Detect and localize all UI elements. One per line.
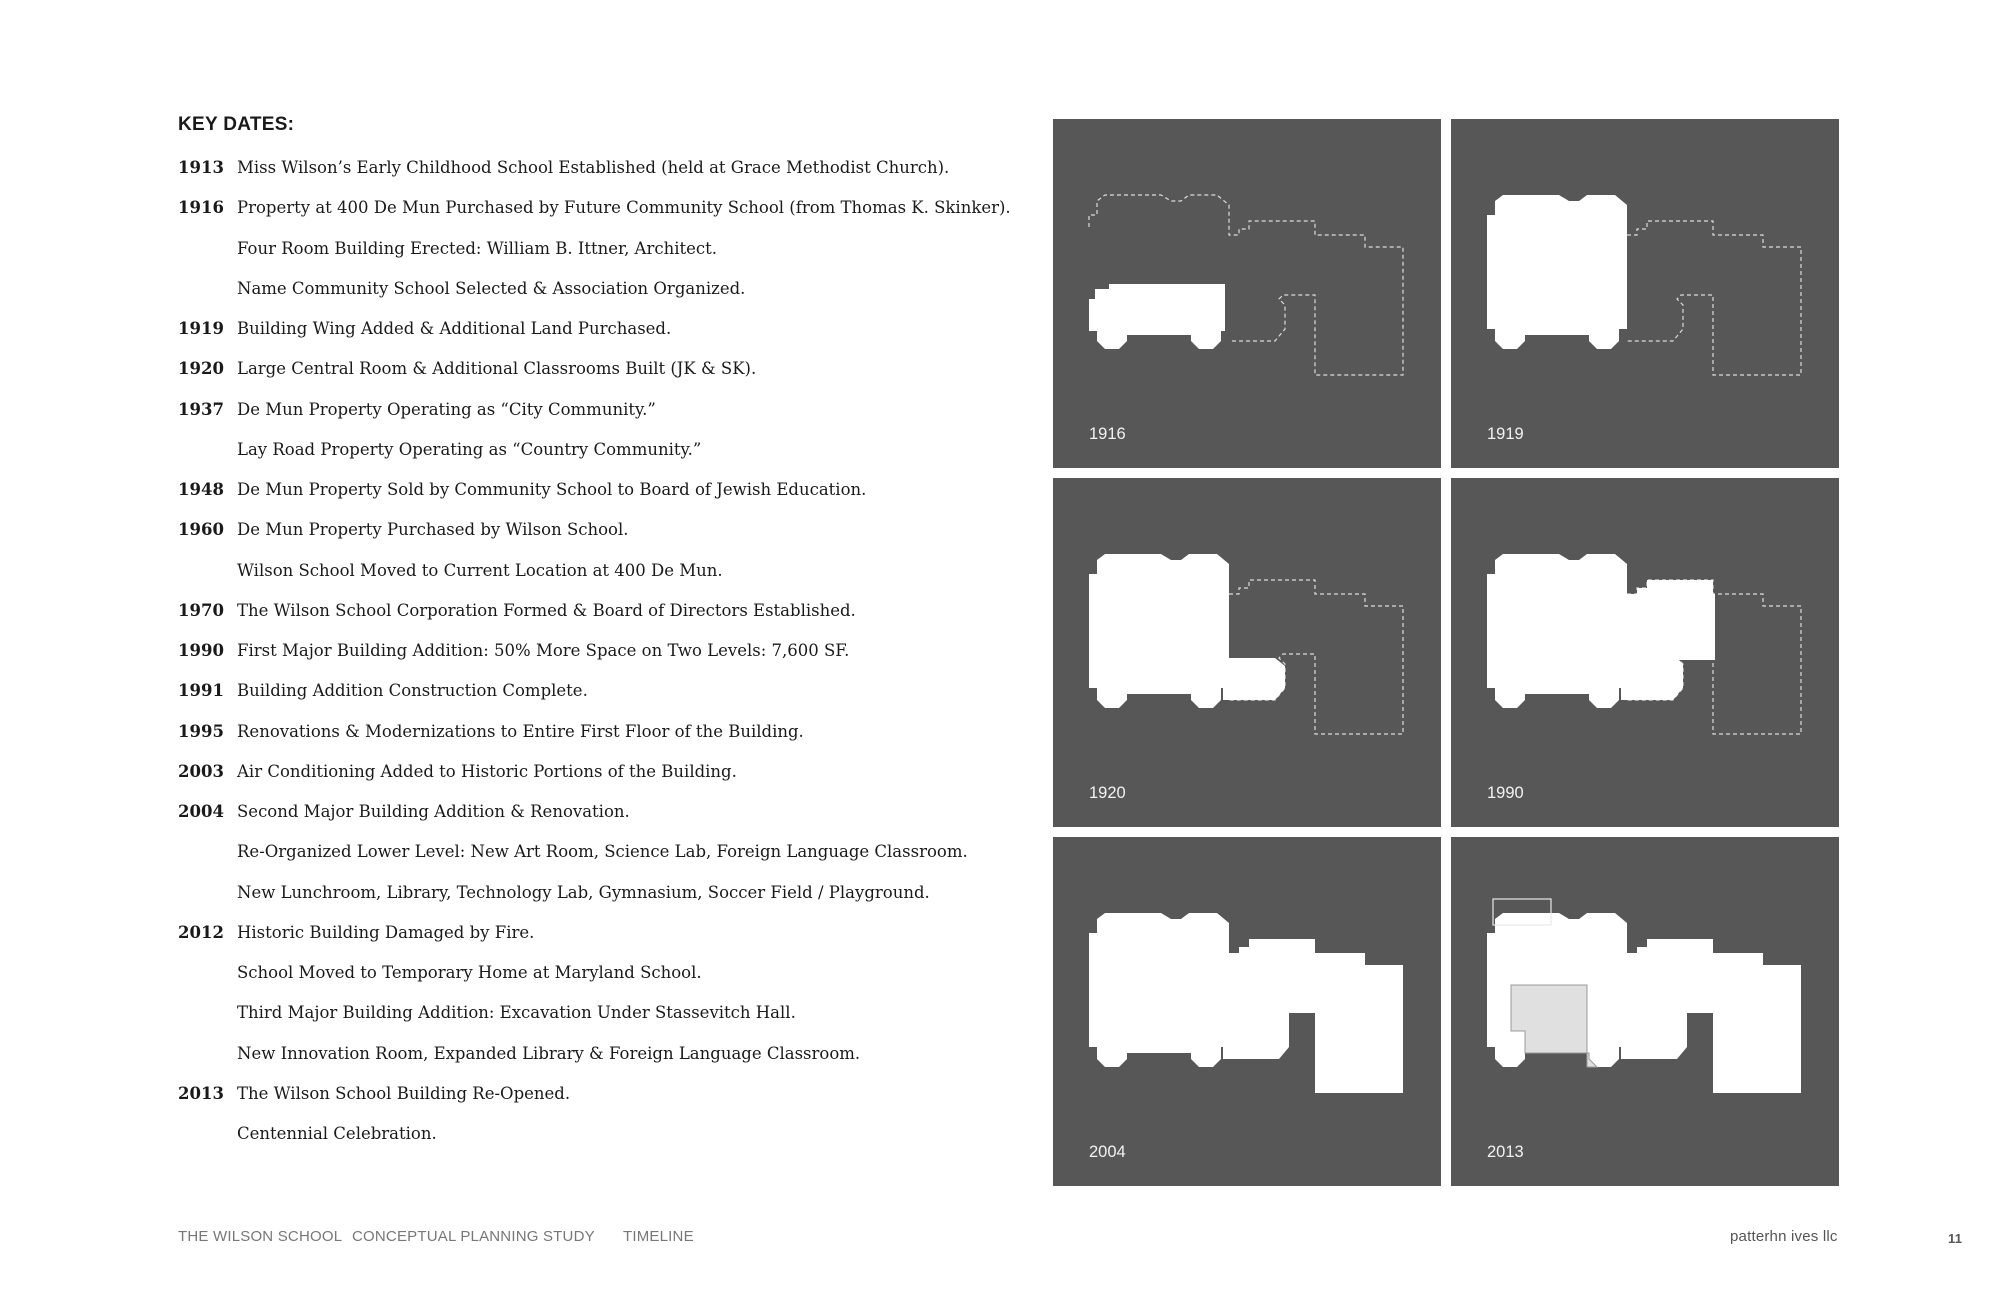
timeline-year: 1948 [178, 480, 224, 499]
timeline-row [178, 353, 1058, 393]
timeline-row [178, 716, 1058, 756]
timeline-text: The Wilson School Corporation Formed & Board of Directors Established. [237, 600, 856, 620]
plan-panel-3 [1053, 478, 1441, 827]
timeline-year: 1937 [178, 399, 224, 419]
timeline-text: Centennial Celebration. [237, 1124, 437, 1143]
building-footprint [1487, 554, 1627, 708]
plan-panel-6 [1451, 837, 1839, 1186]
panel-year-label: 1919 [1487, 425, 1524, 443]
timeline-year: 1990 [178, 641, 224, 660]
panel-year-label: 1990 [1487, 784, 1524, 802]
timeline-text: Property at 400 De Mun Purchased by Future Community School (from Thomas K. Skinker). [237, 198, 1011, 218]
timeline-text: Air Conditioning Added to Historic Portions of the Building. [237, 761, 737, 781]
timeline-row [178, 313, 1058, 353]
timeline-text: First Major Building Addition: 50% More Space on Two Levels: 7,600 SF. [237, 641, 850, 660]
footer-study-title: CONCEPTUAL PLANNING STUDY [352, 1228, 595, 1245]
timeline-row [178, 394, 1058, 434]
timeline-row [178, 1078, 1058, 1118]
plan-diagram-6 [1451, 837, 1839, 1186]
building-footprint [1089, 284, 1225, 349]
building-footprint [1089, 554, 1229, 708]
building-addition [1223, 594, 1285, 700]
timeline-text: Building Wing Added & Additional Land Purchased. [237, 319, 672, 338]
timeline-row [178, 997, 1058, 1037]
timeline-text: School Moved to Temporary Home at Maryland School. [237, 963, 702, 982]
timeline-text: Wilson School Moved to Current Location at 400 De Mun. [237, 560, 723, 580]
timeline-row [178, 675, 1058, 715]
timeline-row [178, 1038, 1058, 1078]
timeline-row [178, 877, 1058, 917]
plan-panel-2 [1451, 119, 1839, 468]
timeline-year: 1991 [178, 681, 224, 701]
timeline-text: Third Major Building Addition: Excavation Under Stassevitch Hall. [237, 1003, 796, 1023]
building-addition [1223, 939, 1403, 1093]
timeline-text: New Innovation Room, Expanded Library & Foreign Language Classroom. [237, 1043, 861, 1063]
plan-diagram-2 [1451, 119, 1839, 468]
future-outline [1627, 221, 1801, 375]
timeline-row [178, 152, 1058, 192]
timeline-year: 1916 [178, 198, 224, 218]
plan-diagram-5 [1053, 837, 1441, 1186]
timeline-text: Historic Building Damaged by Fire. [237, 922, 535, 942]
timeline-text: New Lunchroom, Library, Technology Lab, Gymnasium, Soccer Field / Playground. [237, 882, 930, 902]
timeline-row [178, 555, 1058, 595]
plan-diagram-3 [1053, 478, 1441, 827]
timeline-year: 2012 [178, 922, 224, 942]
timeline-text: Building Addition Construction Complete. [237, 681, 588, 701]
plan-diagram-1 [1053, 119, 1441, 468]
timeline-row [178, 756, 1058, 796]
timeline-year: 1920 [178, 359, 224, 379]
timeline-year: 1970 [178, 600, 224, 620]
timeline-row [178, 836, 1058, 876]
footer-firm: patterhn ives llc [1730, 1228, 1838, 1245]
timeline-year: 1913 [178, 158, 224, 177]
timeline-row [178, 796, 1058, 836]
timeline-row [178, 514, 1058, 554]
timeline-year: 1995 [178, 721, 224, 741]
timeline-row [178, 635, 1058, 675]
building-addition [1621, 939, 1801, 1093]
timeline-text: De Mun Property Operating as “City Community.” [237, 399, 656, 419]
timeline-row [178, 233, 1058, 273]
panel-year-label: 1916 [1089, 425, 1126, 443]
timeline-year: 1919 [178, 319, 224, 338]
timeline-text: Second Major Building Addition & Renovation. [237, 802, 630, 821]
timeline-row [178, 474, 1058, 514]
plan-panel-5 [1053, 837, 1441, 1186]
key-dates-timeline [178, 152, 1058, 1158]
timeline-text: De Mun Property Sold by Community School to Board of Jewish Education. [237, 480, 867, 499]
timeline-year: 2003 [178, 761, 224, 781]
plan-diagram-4 [1451, 478, 1839, 827]
panel-year-label: 2013 [1487, 1143, 1524, 1161]
timeline-row [178, 192, 1058, 232]
timeline-text: Renovations & Modernizations to Entire First Floor of the Building. [237, 721, 804, 741]
footer-school-name: THE WILSON SCHOOL [178, 1228, 343, 1245]
timeline-text: The Wilson School Building Re-Opened. [237, 1083, 571, 1103]
timeline-year: 2004 [178, 802, 224, 821]
plan-panel-4 [1451, 478, 1839, 827]
timeline-year: 2013 [178, 1083, 224, 1103]
timeline-text: Large Central Room & Additional Classrooms Built (JK & SK). [237, 359, 757, 379]
timeline-row [178, 1118, 1058, 1158]
timeline-row [178, 595, 1058, 635]
panel-year-label: 2004 [1089, 1143, 1126, 1161]
timeline-text: Re-Organized Lower Level: New Art Room, Science Lab, Foreign Language Classroom. [237, 842, 968, 862]
timeline-row [178, 273, 1058, 313]
building-addition [1621, 580, 1715, 700]
timeline-year: 1960 [178, 520, 224, 540]
timeline-text: Miss Wilson’s Early Childhood School Established (held at Grace Methodist Church). [237, 158, 950, 177]
future-outline [1229, 580, 1403, 734]
plan-panel-1 [1053, 119, 1441, 468]
panel-year-label: 1920 [1089, 784, 1126, 802]
timeline-text: Lay Road Property Operating as “Country Community.” [237, 439, 702, 459]
timeline-row [178, 957, 1058, 997]
key-dates-title: KEY DATES: [178, 114, 295, 135]
timeline-text: Name Community School Selected & Association Organized. [237, 278, 746, 298]
building-footprint [1487, 195, 1627, 349]
timeline-text: De Mun Property Purchased by Wilson School. [237, 520, 629, 540]
building-footprint [1089, 913, 1229, 1067]
footer-section: TIMELINE [623, 1228, 694, 1245]
timeline-row [178, 434, 1058, 474]
timeline-text: Four Room Building Erected: William B. Ittner, Architect. [237, 238, 718, 258]
timeline-row [178, 917, 1058, 957]
page-number: 11 [1948, 1231, 1963, 1246]
